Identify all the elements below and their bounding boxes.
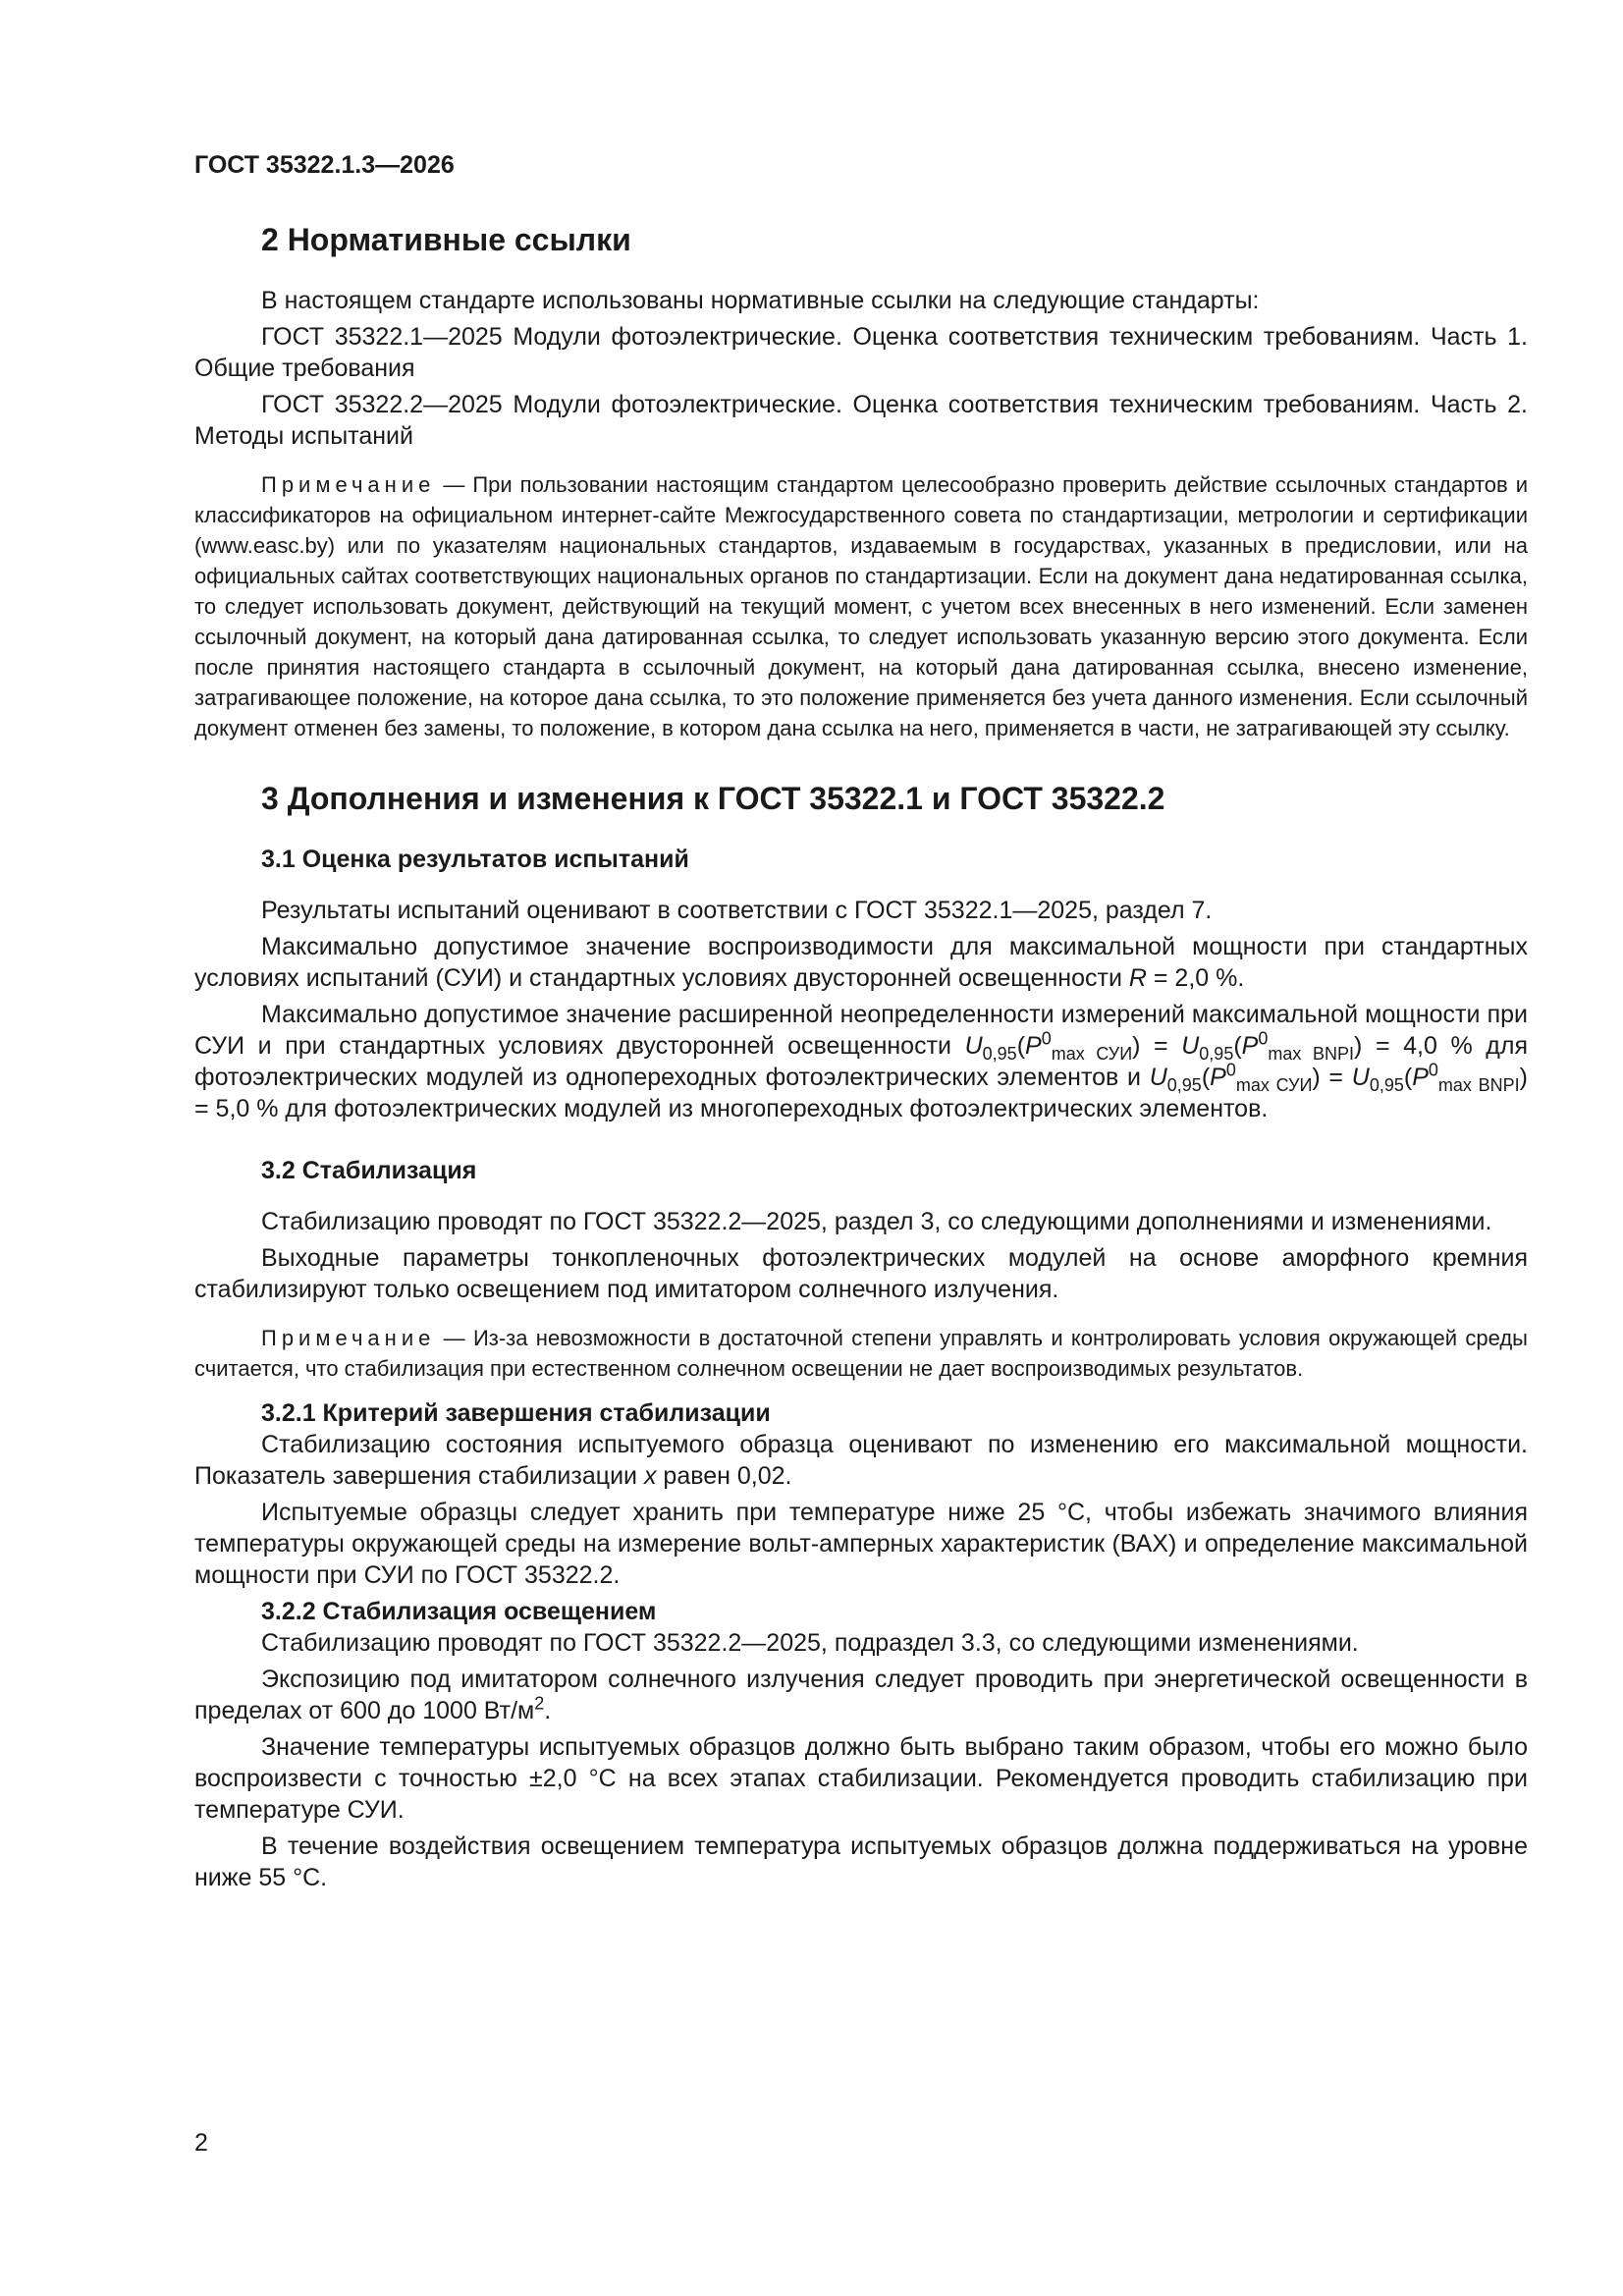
subsection-3-2-1-title: 3.2.1 Критерий завершения стабилизации bbox=[261, 1399, 771, 1427]
section-2-intro: В настоящем стандарте использованы нормативные ссылки на следующие стандарты: bbox=[261, 287, 1260, 314]
math-u-sui-2: $U_{0,95}(P^0_{max СУИ})$ bbox=[1149, 1060, 1321, 1095]
subsection-3-2-1-p1: Стабилизацию состояния испытуемого образца оценивают по изменению его максимальной мощности. Показатель завершения стабилизации x равен 0,02. bbox=[194, 1431, 1528, 1490]
page-content bbox=[194, 220, 1528, 1898]
subsection-3-2-2-p2: Экспозицию под имитатором солнечного излучения следует проводить при энергетической освещенности в пределах от 600 до 1000 $Вт/м^2$. bbox=[194, 1666, 1528, 1724]
subsection-3-2-2-p4: В течение воздействия освещением температура испытуемых образцов должна поддерживаться на уровне ниже 55 °С. bbox=[194, 1832, 1528, 1891]
running-head: ГОСТ 35322.1.3—2026 bbox=[194, 151, 455, 179]
note-text: — Из-за невозможности в достаточной степени управлять и контролировать условия окружающей среды считается, что стабилизация при естественном солнечном освещении не дает воспроизводимых результатов. bbox=[194, 1326, 1528, 1381]
subsection-3-2-note bbox=[194, 1323, 1528, 1384]
section-3-title: 3 Дополнения и изменения к ГОСТ 35322.1 и ГОСТ 35322.2 bbox=[261, 781, 1165, 816]
subsection-3-1-p3: Максимально допустимое значение расширенной неопределенности измерений максимальной мощности при СУИ и при стандартных условиях двусторонней освещенности $U_{0,95}(P^0_{max СУИ}) = U_{0,95}(P^0_{max BNPI}) = 4,0$ % для фотоэлектрических модулей из однопереходных фотоэлектрических элементов и $U_{0,95}(P^0_{max СУИ}) = U_{0,95}(P^0_{max BNPI}) = 5,0$ % для фотоэлектрических модулей из многопереходных фотоэлектрических элементов. bbox=[194, 1001, 1528, 1122]
subsection-3-2-title: 3.2 Стабилизация bbox=[261, 1157, 477, 1184]
page-number: 2 bbox=[194, 2129, 208, 2157]
subsection-3-2-p2: Выходные параметры тонкопленочных фотоэлектрических модулей на основе аморфного кремния стабилизируют только освещением под имитатором солнечного излучения. bbox=[194, 1244, 1528, 1303]
math-u-sui: $U_{0,95}(P^0_{max СУИ})$ bbox=[964, 1028, 1141, 1064]
section-2-title: 2 Нормативные ссылки bbox=[261, 222, 631, 257]
math-variable-r: R bbox=[1128, 964, 1147, 992]
subsection-3-2-2-title: 3.2.2 Стабилизация освещением bbox=[261, 1598, 657, 1625]
note-label: Примечание bbox=[261, 472, 436, 497]
note-label: Примечание bbox=[261, 1326, 436, 1350]
normative-reference-2: ГОСТ 35322.2—2025 Модули фотоэлектрические. Оценка соответствия техническим требованиям. Часть 2. Методы испытаний bbox=[194, 391, 1528, 450]
note-text: — При пользовании настоящим стандартом целесообразно проверить действие ссылочных стандартов и классификаторов на официальном интернет-сайте Межгосударственного совета по стандартизации, метрологии и сертификации (www.easc.by) или по указателям национальных стандартов, издаваемым в государствах, указанных в предисловии, или на официальных сайтах соответствующих национальных органов по стандартизации. Если на документ дана недатированная ссылка, то следует использовать документ, действующий на текущий момент, с учетом всех внесенных в него изменений. Если заменен ссылочный документ, на который дана датированная ссылка, то следует использовать указанную версию этого документа. Если после принятия настоящего стандарта в ссылочный документ, на который дана датированная ссылка, внесено изменение, затрагивающее положение, на которое дана ссылка, то это положение применяется без учета данного изменения. Если ссылочный документ отменен без замены, то положение, в котором дана ссылка на него, применяется в части, не затрагивающей эту ссылку. bbox=[194, 472, 1528, 740]
math-variable-x: x bbox=[643, 1462, 657, 1490]
subsection-3-2-1-p2: Испытуемые образцы следует хранить при температуре ниже 25 °С, чтобы избежать значимого влияния температуры окружающей среды на измерение вольт-амперных характеристик (ВАХ) и определение максимальной мощности при СУИ по ГОСТ 35322.2. bbox=[194, 1499, 1528, 1589]
subsection-3-1-title: 3.1 Оценка результатов испытаний bbox=[261, 846, 689, 873]
subsection-3-2-2-p1: Стабилизацию проводят по ГОСТ 35322.2—2025, подраздел 3.3, со следующими изменениями. bbox=[261, 1629, 1359, 1657]
subsection-3-2-2-p3: Значение температуры испытуемых образцов должно быть выбрано таким образом, чтобы его можно было воспроизвести с точностью ±2,0 °С на всех этапах стабилизации. Рекомендуется проводить стабилизацию при температуре СУИ. bbox=[194, 1733, 1528, 1824]
section-2-note bbox=[194, 469, 1528, 743]
subsection-3-1-p2: Максимально допустимое значение воспроизводимости для максимальной мощности при стандартных условиях испытаний (СУИ) и стандартных условиях двусторонней освещенности R = 2,0 %. bbox=[194, 933, 1528, 992]
normative-reference-1: ГОСТ 35322.1—2025 Модули фотоэлектрические. Оценка соответствия техническим требованиям. Часть 1. Общие требования bbox=[194, 323, 1528, 382]
subsection-3-2-p1: Стабилизацию проводят по ГОСТ 35322.2—2025, раздел 3, со следующими дополнениями и изменениями. bbox=[261, 1208, 1492, 1235]
subsection-3-1-p1: Результаты испытаний оценивают в соответствии с ГОСТ 35322.1—2025, раздел 7. bbox=[261, 897, 1213, 924]
math-u-bnpi-2: $U_{0,95}(P^0_{max BNPI})$ bbox=[1351, 1060, 1528, 1095]
math-u-bnpi: $U_{0,95}(P^0_{max BNPI})$ bbox=[1181, 1028, 1363, 1064]
